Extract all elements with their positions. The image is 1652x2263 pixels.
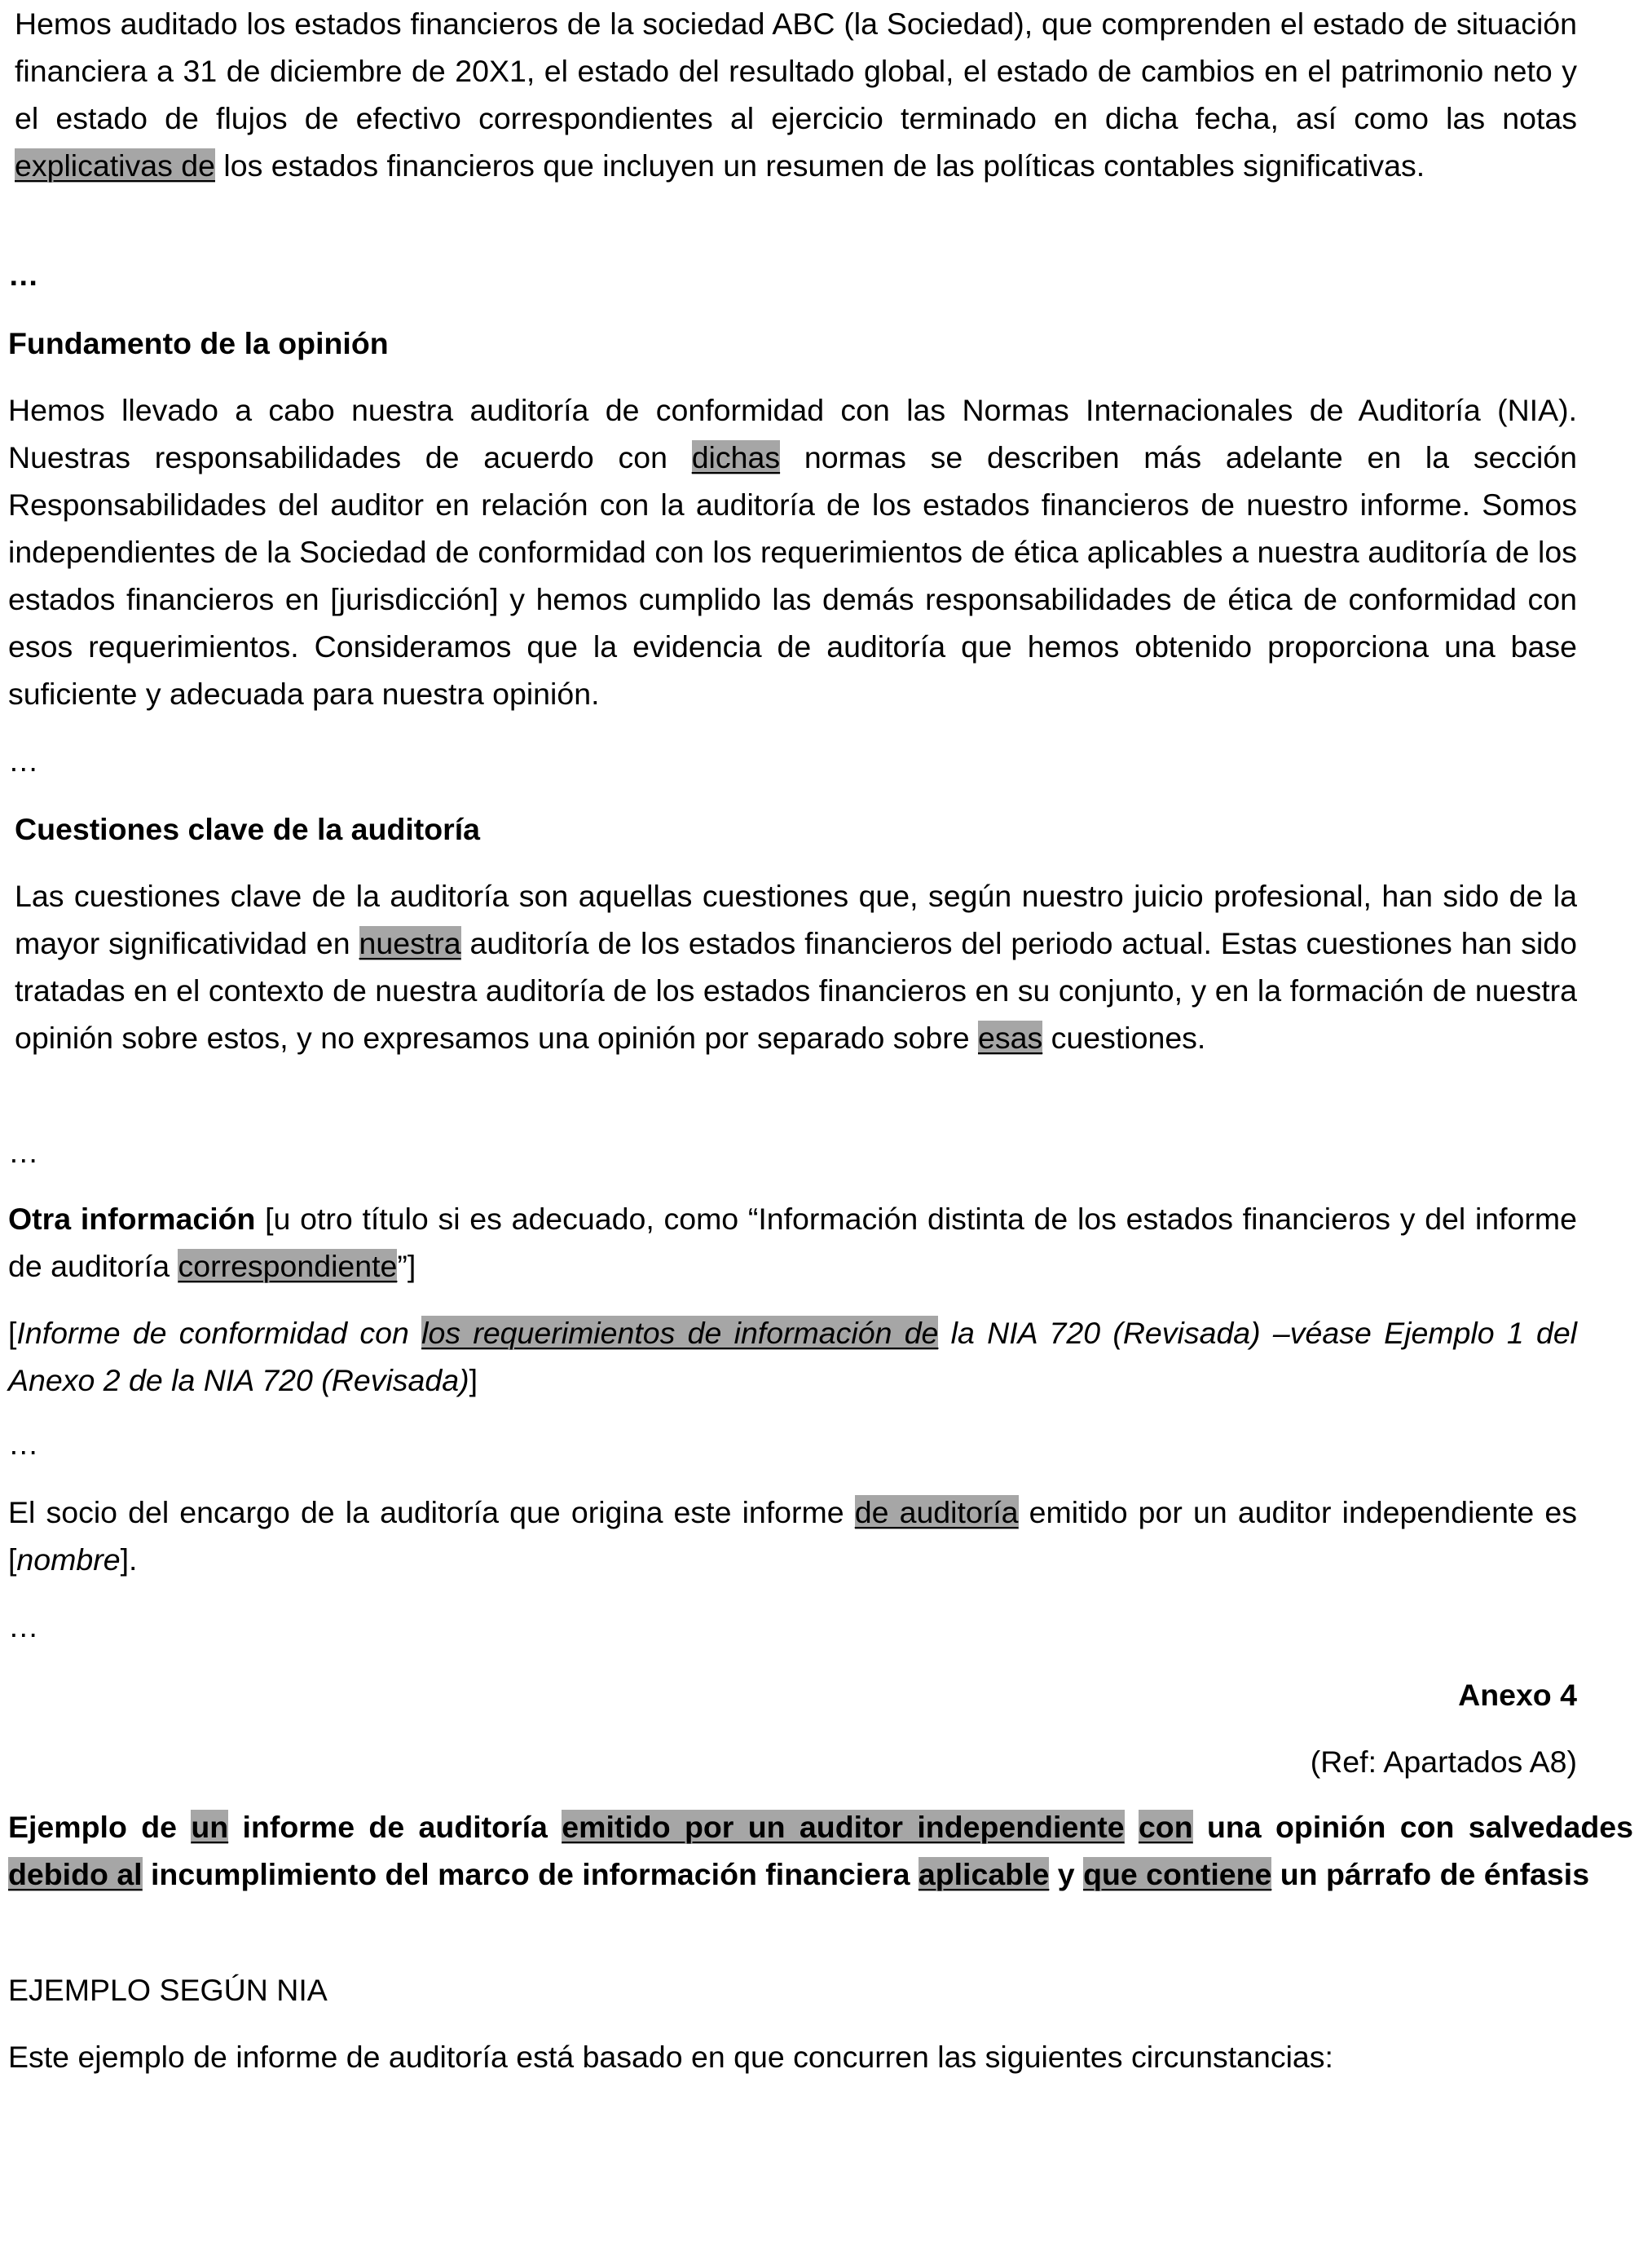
highlighted-text: que contiene <box>1083 1857 1272 1891</box>
ellipsis: … <box>8 1427 39 1461</box>
note-text-b: la NIA 720 (Revisada) –véase Ejemplo 1 del Anexo 2 de la NIA 720 (Revisada) <box>8 1316 1578 1397</box>
socio-name-placeholder: nombre <box>16 1542 121 1577</box>
annex-reference: (Ref: Apartados A8) <box>1310 1745 1577 1779</box>
otra-informacion-note <box>8 1309 1577 1404</box>
highlighted-text: emitido por un auditor independiente <box>562 1810 1125 1844</box>
fundamento-text-b: normas se describen más adelante en la sección Responsabilidades del auditor en relación con la auditoría de los estados financieros de nuestro informe. Somos independientes de la Sociedad de conformidad con los requerimientos de ética aplicables a nuestra auditoría de los estados financieros en [jurisdicción] y hemos cumplido las demás responsabilidades de ética de conformidad con esos requerimientos. Consideramos que la evidencia de auditoría que hemos obtenido proporciona una base suficiente y adecuada para nuestra opinión. <box>8 440 1577 711</box>
cuestiones-text-b: auditoría de los estados financieros del periodo actual. Estas cuestiones han sido tratadas en el contexto de nuestra auditoría de los estados financieros en su conjunto, y en la formación de nuestra opinión sobre estos, y no expresamos una opinión por separado sobre <box>15 926 1577 1055</box>
annex-heading-text: Ejemplo de <box>8 1810 192 1844</box>
annex-heading-text: y <box>1049 1857 1084 1891</box>
highlighted-text: explicativas de <box>15 148 215 183</box>
highlighted-text: correspondiente <box>178 1249 398 1283</box>
socio-text-b: emitido por un auditor independiente es [ <box>8 1495 1577 1577</box>
otra-informacion-paragraph <box>8 1195 1577 1290</box>
note-text-a: Informe de conformidad con <box>16 1316 422 1350</box>
fundamento-paragraph <box>8 386 1577 717</box>
highlighted-text: los requerimientos de información de <box>421 1316 939 1350</box>
section-heading-cuestiones: Cuestiones clave de la auditoría <box>15 812 481 846</box>
ellipsis: … <box>8 743 39 778</box>
annex-heading-text: incumplimiento del marco de información financiera <box>142 1857 919 1891</box>
intro-text-b: los estados financieros que incluyen un resumen de las políticas contables significativas. <box>214 148 1425 183</box>
fundamento-text-a: Hemos llevado a cabo nuestra auditoría de conformidad con las Normas Internacionales de Auditoría (NIA). Nuestras responsabilidades de acuerdo con <box>8 393 1577 474</box>
annex-heading-text: una opinión con salvedades <box>1192 1810 1633 1844</box>
highlighted-text: esas <box>978 1021 1043 1055</box>
section-heading-otra-informacion: Otra información <box>8 1202 256 1236</box>
otra-info-text-a: [u otro título si es adecuado, como “Información distinta de los estados financieros y del informe de auditoría <box>8 1202 1577 1283</box>
cuestiones-text-c: cuestiones. <box>1042 1021 1206 1055</box>
example-label: EJEMPLO SEGÚN NIA <box>8 1973 328 2007</box>
highlighted-text: con <box>1138 1810 1193 1844</box>
highlighted-text: de auditoría <box>854 1495 1019 1529</box>
highlighted-text: nuestra <box>359 926 461 960</box>
intro-paragraph <box>15 0 1577 189</box>
bracket-close: ] <box>469 1363 478 1397</box>
otra-info-text-b: ”] <box>397 1249 416 1283</box>
ellipsis: … <box>8 1135 39 1169</box>
annex-heading-text <box>1125 1810 1139 1844</box>
intro-text-a: Hemos auditado los estados financieros de la sociedad ABC (la Sociedad), que comprenden el estado de situación financiera a 31 de diciembre de 20X1, el estado del resultado global, el estado de cambios en el patrimonio neto y el estado de flujos de efectivo correspondientes al ejercicio terminado en dicha fecha, así como las notas <box>15 7 1577 135</box>
annex-title: Anexo 4 <box>1458 1678 1577 1712</box>
ellipsis: … <box>8 1609 39 1643</box>
cuestiones-paragraph <box>15 872 1577 1061</box>
circumstances-intro: Este ejemplo de informe de auditoría está basado en que concurren las siguientes circunstancias: <box>8 2040 1333 2074</box>
socio-paragraph <box>8 1489 1577 1583</box>
socio-text-c: ]. <box>120 1542 138 1577</box>
highlighted-text: dichas <box>691 440 781 474</box>
cuestiones-text-a: Las cuestiones clave de la auditoría son aquellas cuestiones que, según nuestro juicio profesional, han sido de la mayor significatividad en <box>15 879 1577 960</box>
highlighted-text: un <box>191 1810 229 1844</box>
socio-text-a: El socio del encargo de la auditoría que origina este informe <box>8 1495 855 1529</box>
highlighted-text: aplicable <box>918 1857 1050 1891</box>
bracket-open: [ <box>8 1316 17 1350</box>
section-heading-fundamento: Fundamento de la opinión <box>8 326 389 360</box>
highlighted-text: debido al <box>8 1857 143 1891</box>
ellipsis: … <box>8 258 39 292</box>
annex-heading-text: informe de auditoría <box>228 1810 562 1844</box>
annex-heading <box>8 1803 1633 1898</box>
annex-heading-text: un párrafo de énfasis <box>1271 1857 1590 1891</box>
